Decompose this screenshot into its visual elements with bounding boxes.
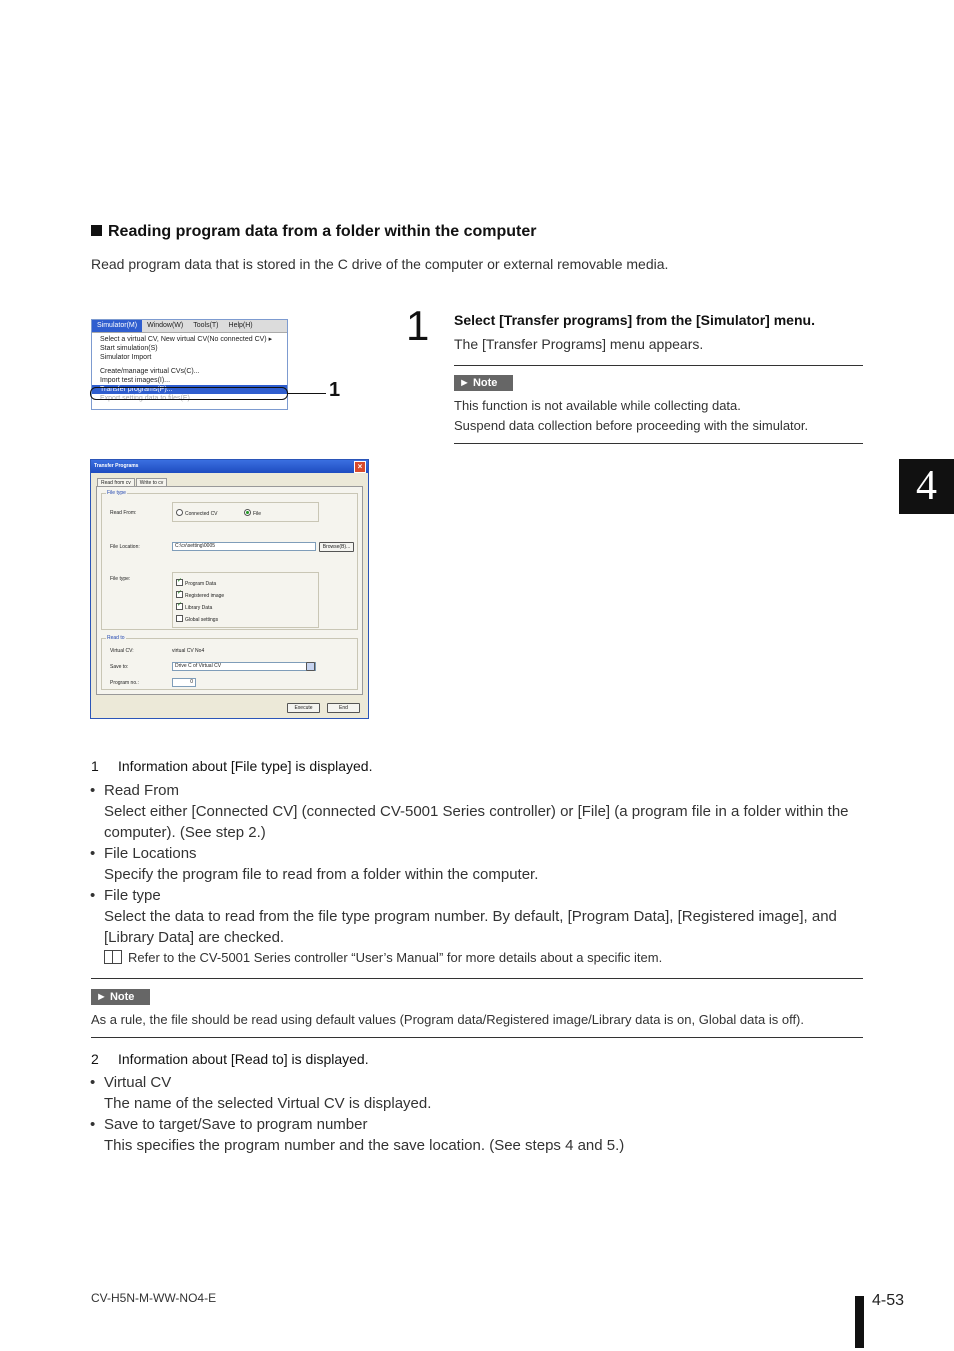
page-number: 4-53 — [872, 1292, 905, 1309]
step-number: 1 — [406, 302, 430, 349]
tab-panel — [96, 486, 363, 695]
step-title: Select [Transfer programs] from the [Simulator] menu. — [454, 312, 815, 328]
file-location-input[interactable]: C:\cv\setting\0005 — [172, 542, 316, 551]
file-type-label: File type: — [110, 576, 131, 582]
intro-text: Read program data that is stored in the C drive of the computer or external removable media. — [91, 256, 669, 272]
virtual-cv-value: virtual CV No4 — [172, 648, 205, 654]
divider — [91, 978, 863, 979]
virtual-cv-label: Virtual CV: — [110, 648, 134, 654]
callout-leader-line — [288, 393, 326, 394]
menu-item-simulator-import[interactable]: Simulator Import — [100, 354, 152, 361]
menu-item-select-virtual-cv[interactable]: Select a virtual CV, New virtual CV(No connected CV) ▸ — [100, 336, 273, 343]
list-item-desc: The name of the selected Virtual CV is displayed. — [104, 1095, 432, 1112]
page-bar — [855, 1296, 864, 1348]
menu-window[interactable]: Window(W) — [147, 322, 184, 329]
list-item-desc: Select the data to read from the file type program number. By default, [Program Data], [Registered image], and [Library Data] are checked. — [104, 908, 837, 946]
submenu-arrow-icon: ▸ — [268, 336, 273, 343]
menu-tools[interactable]: Tools(T) — [193, 322, 219, 329]
list-item-desc: Specify the program file to read from a folder within the computer. — [104, 866, 539, 883]
tab-write-to-cv[interactable]: Write to cv — [136, 478, 168, 487]
browse-button[interactable]: Browse(B)... — [319, 542, 354, 552]
menu-help[interactable]: Help(H) — [228, 322, 253, 329]
read-to-group: Read to Virtual CV: virtual CV No4 Save to: Drive C of Virtual CV Program no.: 0 — [101, 638, 358, 690]
dialog-title-bar — [91, 460, 368, 473]
checkbox-registered-image[interactable]: ✓Registered image — [176, 591, 224, 599]
list-item: • Save to target/Save to program number — [90, 1116, 368, 1133]
explanation-1-list — [90, 780, 874, 948]
explanation-1-heading: 1 Information about [File type] is displayed. — [91, 758, 373, 774]
explanation-2-list — [90, 1072, 874, 1156]
list-item: • Read From — [90, 782, 180, 799]
file-location-label: File Location: — [110, 544, 140, 550]
step-description: The [Transfer Programs] menu appears. — [454, 336, 704, 352]
list-item: • File Locations — [90, 845, 197, 862]
note-badge: ► Note — [454, 375, 513, 391]
note-badge: ► Note — [91, 989, 150, 1005]
save-to-label: Save to: — [110, 664, 129, 670]
program-no-stepper[interactable]: 0 — [172, 678, 196, 687]
divider — [454, 443, 863, 444]
file-type-group: File type Read From: Connected CV File File Location: C:\cv\setting\0005 Browse(B)... File type: ✓Program Data ✓Registered image ✓Library Data Global settings — [101, 493, 358, 630]
list-item-desc: This specifies the program number and the save location. (See steps 4 and 5.) — [104, 1137, 625, 1154]
book-icon — [104, 950, 122, 964]
program-no-label: Program no.: — [110, 680, 139, 686]
menu-item-import-test-images[interactable]: Import test images(I)... — [100, 377, 171, 384]
reference-note: Refer to the CV-5001 Series controller “User’s Manual” for more details about a specific item. — [104, 950, 662, 965]
end-button[interactable]: End — [327, 703, 360, 713]
read-from-label: Read From: — [110, 510, 137, 516]
radio-file[interactable]: File — [244, 509, 261, 517]
list-item: • Virtual CV — [90, 1074, 172, 1091]
list-item-desc: Select either [Connected CV] (connected CV-5001 Series controller) or [File] (a program file in a folder within the computer). (See step 2.) — [104, 803, 849, 841]
checkbox-library-data[interactable]: ✓Library Data — [176, 603, 212, 611]
menu-item-create-manage[interactable]: Create/manage virtual CVs(C)... — [100, 368, 200, 375]
menu-simulator[interactable]: Simulator(M) — [92, 320, 142, 332]
step-note-text: This function is not available while collecting data. Suspend data collection before proceeding with the simulator. — [454, 398, 809, 433]
execute-button[interactable]: Execute — [287, 703, 320, 713]
divider — [91, 1037, 863, 1038]
menu-item-export-setting-data: Export setting data to files(E)... — [100, 395, 196, 402]
transfer-programs-dialog-screenshot — [90, 459, 369, 719]
radio-connected-cv[interactable]: Connected CV — [176, 509, 218, 517]
document-code: CV-H5N-M-WW-NO4-E — [91, 1291, 217, 1305]
save-to-select[interactable]: Drive C of Virtual CV — [172, 662, 316, 671]
tab-read-from-cv[interactable]: Read from cv — [97, 478, 135, 487]
section-title: Reading program data from a folder within the computer — [91, 223, 536, 241]
divider — [454, 365, 863, 366]
square-bullet-icon — [91, 225, 102, 236]
checkbox-global-settings[interactable]: Global settings — [176, 615, 218, 623]
close-icon[interactable]: × — [354, 461, 366, 473]
checkbox-program-data[interactable]: ✓Program Data — [176, 579, 216, 587]
explanation-2-heading: 2 Information about [Read to] is displayed. — [91, 1051, 369, 1067]
list-item: • File type — [90, 887, 161, 904]
chapter-tab: 4 — [899, 459, 954, 514]
menu-bar — [92, 320, 287, 333]
callout-number: 1 — [329, 379, 341, 401]
dialog-title: Transfer Programs — [94, 463, 139, 469]
menu-item-start-simulation[interactable]: Start simulation(S) — [100, 345, 158, 352]
chevron-down-icon[interactable] — [306, 662, 315, 671]
callout-highlight — [90, 387, 288, 400]
menu-item-transfer-programs[interactable]: Transfer programs(P)... — [92, 385, 287, 394]
note-text: As a rule, the file should be read using default values (Program data/Registered image/Library data is on, Global data is off). — [91, 1012, 804, 1027]
